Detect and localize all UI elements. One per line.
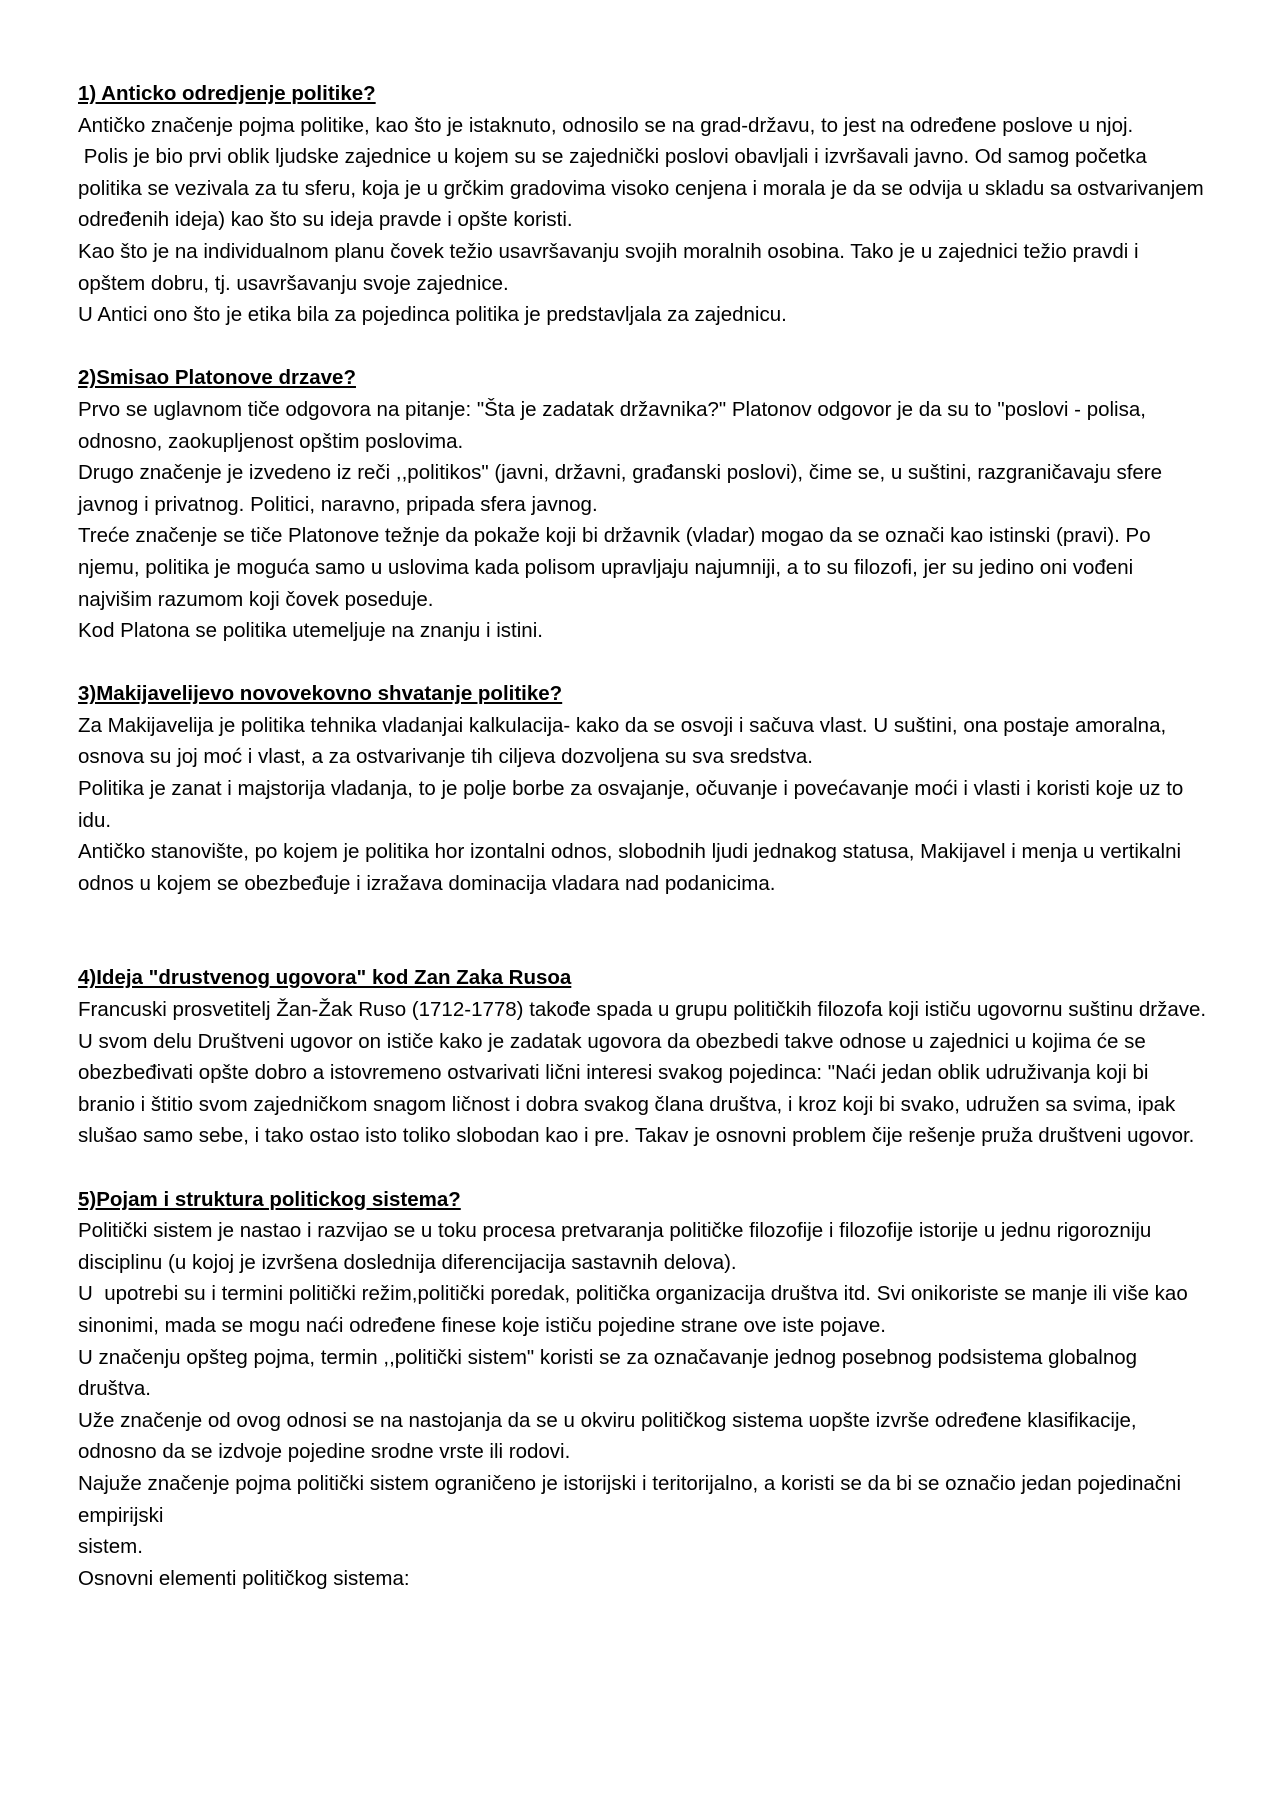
paragraph: U Antici ono što je etika bila za pojedinca politika je predstavljala za zajednicu. — [78, 303, 787, 327]
section-3 — [78, 678, 1208, 899]
spacer — [78, 899, 1208, 962]
section-heading: 1) Anticko odredjenje politike? — [78, 82, 376, 105]
paragraph: Treće značenje se tiče Platonove težnje da pokaže koji bi državnik (vladar) mogao da se označi kao istinski (pravi). Po njemu, politika je moguća samo u uslovima kada polisom upravljaju najumniji, a to su filozofi, jer su jedino oni vođeni najvišim razumom koji čovek poseduje. — [78, 524, 1151, 611]
section-heading: 4)Ideja "drustvenog ugovora" kod Zan Zaka Rusoa — [78, 966, 572, 990]
paragraph: sistem. — [78, 1535, 143, 1559]
paragraph: Kao što je na individualnom planu čovek težio usavršavanju svojih moralnih osobina. Tako je u zajednici težio pravdi i opštem dobru, tj. usavršavanju svoje zajednice. — [78, 239, 1139, 295]
paragraph: Antičko stanovište, po kojem je politika hor izontalni odnos, slobodnih ljudi jednakog statusa, Makijavel i menja u vertikalni odnos u kojem se obezbeđuje i izražava dominacija vladara nad podanicima. — [78, 840, 1182, 895]
spacer — [78, 647, 1208, 679]
paragraph: Polis je bio prvi oblik ljudske zajednice u kojem su se zajednički poslovi obavljali i izvršavali javno. Od samog početka politika se vezivala za tu sferu, koja je u grčkim gradovima visoko cenjena i morala je da se odvija u skladu sa ostvarivanjem određenih ideja) kao što su ideja pravde i opšte koristi. — [78, 145, 1210, 232]
paragraph: Kod Platona se politika utemeljuje na znanju i istini. — [78, 619, 543, 643]
paragraph: Za Makijavelija je politika tehnika vladanjai kalkulacija- kako da se osvoji i sačuva vlast. U suštini, ona postaje amoralna, osnova su joj moć i vlast, a za ostvarivanje tih ciljeva dozvoljena su sva sredstva. — [78, 713, 1167, 769]
section-heading: 3)Makijavelijevo novovekovno shvatanje politike? — [78, 682, 563, 706]
paragraph: Prvo se uglavnom tiče odgovora na pitanje: "Šta je zadatak državnika?" Platonov odgovor je da su to "poslovi - polisa, odnosno, zaokupljenost opštim poslovima. — [78, 397, 1146, 453]
section-1 — [78, 78, 1208, 331]
document-page — [78, 78, 1208, 1594]
section-heading: 2)Smisao Platonove drzave? — [78, 366, 356, 390]
spacer — [78, 331, 1208, 363]
paragraph: Politički sistem je nastao i razvijao se u toku procesa pretvaranja političke filozofije i filozofije istorije u jednu rigorozniju disciplinu (u kojoj je izvršena doslednija diferencijacija sastavnih delova). — [78, 1219, 1152, 1274]
section-2 — [78, 362, 1208, 646]
spacer — [78, 1152, 1208, 1184]
paragraph: Francuski prosvetitelj Žan-Žak Ruso (1712-1778) takođe spada u grupu političkih filozofa koji ističu ugovornu suštinu države. — [78, 998, 1207, 1022]
section-heading: 5)Pojam i struktura politickog sistema? — [78, 1187, 461, 1211]
section-5 — [78, 1184, 1208, 1595]
paragraph: Politika je zanat i majstorija vladanja, to je polje borbe za osvajanje, očuvanje i povećavanje moći i vlasti i koristi koje uz to idu. — [78, 777, 1184, 832]
paragraph: U značenju opšteg pojma, termin ,,politički sistem" koristi se za označavanje jednog posebnog podsistema globalnog društva. — [78, 1345, 1138, 1401]
paragraph: Osnovni elementi političkog sistema: — [78, 1566, 410, 1590]
paragraph: Antičko značenje pojma politike, kao što je istaknuto, odnosilo se na grad-državu, to jest na određene poslove u njoj. — [78, 113, 1134, 137]
paragraph: Uže značenje od ovog odnosi se na nastojanja da se u okviru političkog sistema uopšte izvrše određene klasifikacije, odnosno da se izdvoje pojedine srodne vrste ili rodovi. — [78, 1408, 1137, 1464]
paragraph: U upotrebi su i termini politički režim,politički poredak, politička organizacija društva itd. Svi onikoriste se manje ili više kao sinonimi, mada se mogu naći određene finese koje ističu pojedine strane ove iste pojave. — [78, 1282, 1194, 1337]
paragraph: Najuže značenje pojma politički sistem ograničeno je istorijski i teritorijalno, a koristi se da bi se označio jedan pojedinačni empirijski — [78, 1471, 1182, 1527]
paragraph: Drugo značenje je izvedeno iz reči ,,politikos" (javni, državni, građanski poslovi), čime se, u suštini, razgraničavaju sfere javnog i privatnog. Politici, naravno, pripada sfera javnog. — [78, 461, 1163, 516]
section-4 — [78, 962, 1208, 1152]
paragraph: U svom delu Društveni ugovor on ističe kako je zadatak ugovora da obezbedi takve odnose u zajednici u kojima će se obezbeđivati opšte dobro a istovremeno ostvarivati lični interesi svakog pojedinca: "Naći jedan oblik udruživanja koji bi branio i štitio svom zajedničkom snagom ličnost i dobra svakog člana društva, i kroz koji bi svako, udružen sa svima, ipak slušao samo sebe, i tako ostao isto toliko slobodan kao i pre. Takav je osnovni problem čije rešenje pruža društveni ugovor. — [78, 1029, 1195, 1148]
